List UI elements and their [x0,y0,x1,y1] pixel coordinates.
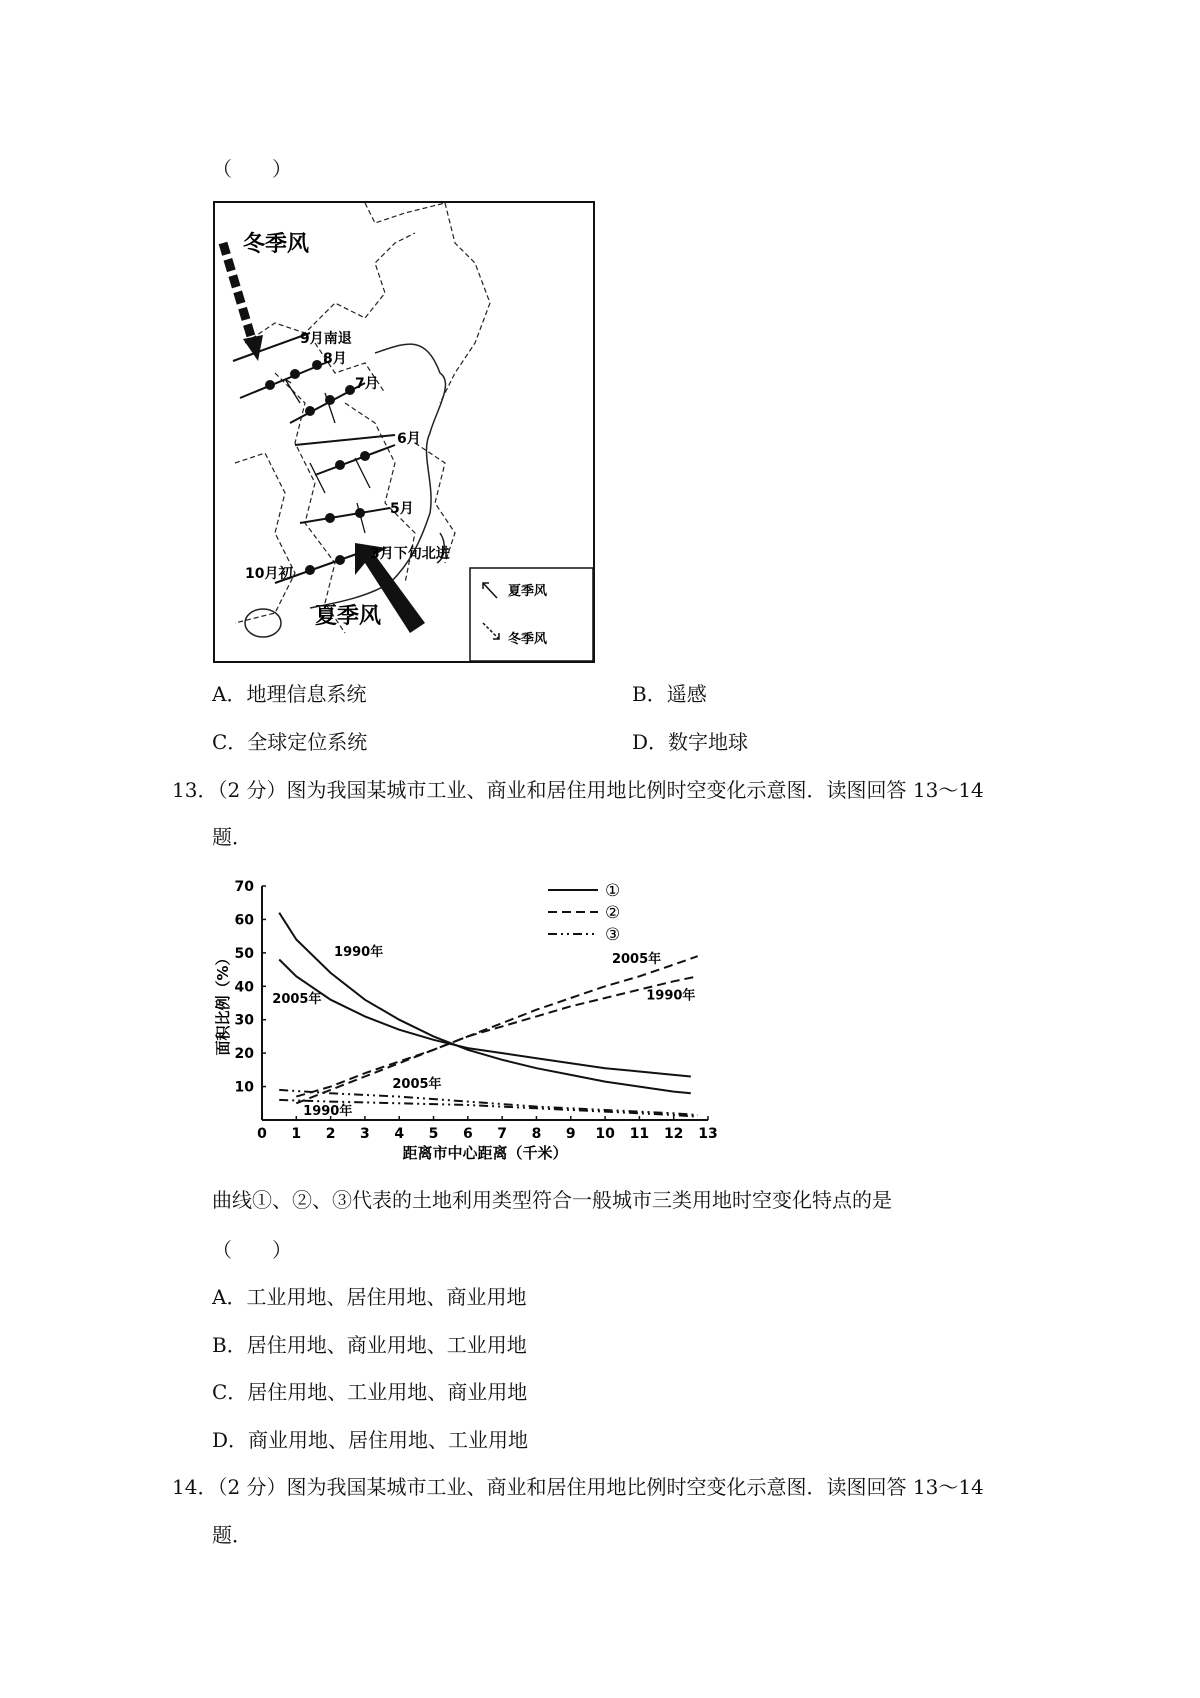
label-sep: 9月南退 [300,331,352,347]
q13-option-d[interactable]: D．商业用地、居住用地、工业用地 [212,1428,529,1452]
winter-monsoon-arrow [223,243,263,361]
x-tick-label: 11 [629,1126,650,1142]
legend-label-3: ③ [605,925,621,945]
label-mar: 3月下旬北进 [370,546,450,562]
label-aug: 8月 [323,351,347,367]
x-tick-label: 6 [462,1126,473,1142]
label-jun: 6月 [397,431,421,447]
label-oct: 10月初 [245,566,293,582]
line-sep [233,333,310,361]
x-axis-label: 距离市中心距离（千米） [402,1144,568,1160]
x-tick-label: 2 [325,1126,336,1142]
month-labels [245,330,450,582]
y-axis-label: 面积比例（%） [214,950,232,1056]
x-tick-label: 1 [291,1126,302,1142]
y-tick-label: 70 [234,879,254,895]
monsoon-map-svg [215,203,593,661]
land-use-chart-svg [210,868,770,1160]
x-tick-label: 7 [497,1126,508,1142]
x-tick-label: 5 [428,1126,439,1142]
legend-label-2: ② [605,903,621,923]
annotation-bottom_2005: 2005年 [392,1077,442,1093]
q13-stem-line1: 13．（2 分）图为我国某城市工业、商业和居住用地比例时空变化示意图．读图回答 13～14 [172,778,984,802]
q12-paren: （ ） [212,157,292,181]
legend-label-1: ① [605,881,621,901]
x-tick-label: 13 [698,1126,718,1142]
q14-stem-line1: 14．（2 分）图为我国某城市工业、商业和居住用地比例时空变化示意图．读图回答 13～14 [172,1475,984,1499]
coastline [245,344,445,637]
x-tick-label: 8 [531,1126,542,1142]
annotation-right_1990: 1990年 [646,988,696,1004]
winter-monsoon-label: 冬季风 [243,232,310,257]
series-1-line [279,960,691,1077]
x-tick-label: 12 [663,1126,684,1142]
q13-paren: （ ） [212,1238,292,1262]
legend-summer: 夏季风 [508,584,548,599]
map-legend [470,568,593,661]
annotation-top_2005: 2005年 [272,992,322,1007]
annotation-top_1990: 1990年 [334,945,384,961]
x-tick-label: 9 [565,1126,576,1142]
q12-option-c[interactable]: C．全球定位系统 [212,730,368,754]
q12-option-b[interactable]: B．遥感 [632,682,707,706]
legend-winter: 冬季风 [508,632,548,647]
q13-option-b[interactable]: B．居住用地、商业用地、工业用地 [212,1333,527,1357]
y-tick-label: 40 [234,979,254,996]
annotation-right_2005: 2005年 [611,951,662,967]
x-tick-label: 4 [394,1126,405,1142]
label-jul: 7月 [355,376,379,392]
q13-stem-line2: 题． [212,825,252,849]
x-tick-label: 0 [257,1126,267,1142]
annotation-bottom_1990: 1990年 [303,1103,353,1119]
line-may [300,508,390,523]
y-tick-label: 60 [234,912,254,929]
label-may: 5月 [390,501,414,517]
y-tick-label: 20 [234,1046,254,1063]
monsoon-map [213,201,595,663]
chart-axes [214,879,718,1160]
q14-stem-line2: 题． [212,1523,252,1547]
q13-question-line1: 曲线①、②、③代表的土地利用类型符合一般城市三类用地时空变化特点的是 [212,1188,892,1212]
chart-series [279,913,698,1117]
x-tick-label: 10 [595,1126,615,1142]
summer-monsoon-label: 夏季风 [315,604,382,629]
x-tick-label: 3 [360,1126,370,1142]
y-tick-label: 50 [234,945,254,962]
q13-option-c[interactable]: C．居住用地、工业用地、商业用地 [212,1380,528,1404]
series-0-line [279,913,691,1094]
land-use-chart [210,868,770,1160]
q13-option-a[interactable]: A．工业用地、居住用地、商业用地 [212,1285,527,1309]
chart-legend [548,881,620,945]
y-tick-label: 30 [234,1012,254,1029]
q12-option-a[interactable]: A．地理信息系统 [212,682,367,706]
q12-option-d[interactable]: D．数字地球 [632,730,749,754]
series-3-line [296,956,697,1103]
line-jun-b [315,445,395,475]
y-tick-label: 10 [234,1079,254,1096]
line-jun-a [295,435,395,445]
